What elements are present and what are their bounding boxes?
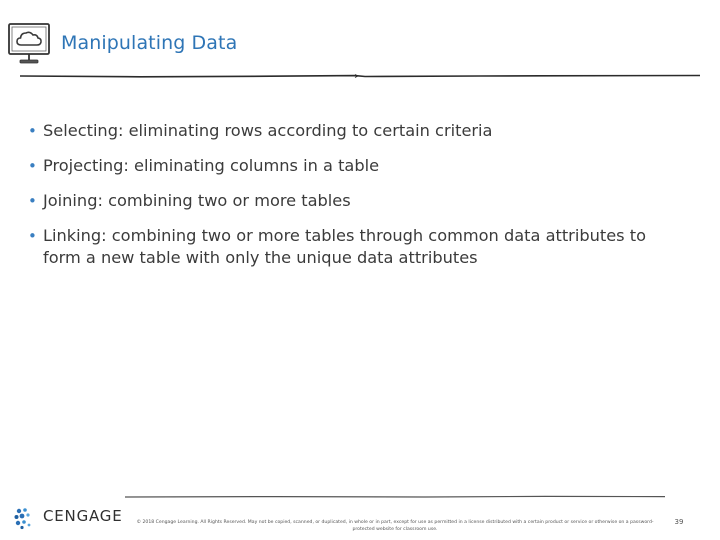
bullet-marker: • bbox=[28, 122, 37, 140]
bullet-item bbox=[28, 190, 688, 212]
bullet-marker: • bbox=[28, 192, 37, 210]
title-divider bbox=[20, 71, 700, 81]
bullet-item bbox=[28, 155, 688, 177]
bullet-text: Joining: combining two or more tables bbox=[43, 191, 351, 210]
cengage-dots-logo-icon bbox=[13, 506, 37, 530]
bullet-marker: • bbox=[28, 157, 37, 175]
bullet-text: Projecting: eliminating columns in a table bbox=[43, 156, 380, 175]
bullet-text: Linking: combining two or more tables through common data attributes to form a new table with only the unique data attributes bbox=[43, 226, 646, 267]
copyright-notice: © 2018 Cengage Learning. All Rights Reserved. May not be copied, scanned, or duplicated, in whole or in part, except for use as permitted in a license distributed with a certain product or service or otherwise on a password-protected website for classroom use. bbox=[136, 520, 654, 532]
bullet-item bbox=[28, 120, 688, 142]
page-number: 39 bbox=[674, 518, 684, 526]
bullet-marker: • bbox=[28, 227, 37, 245]
bullet-text: Selecting: eliminating rows according to certain criteria bbox=[43, 121, 493, 140]
cloud-monitor-icon bbox=[6, 20, 56, 70]
cengage-logo-text: CENGAGE bbox=[43, 507, 123, 525]
page-title: Manipulating Data bbox=[61, 32, 238, 54]
bullet-item bbox=[28, 225, 688, 269]
bullet-list bbox=[28, 120, 688, 282]
footer-divider bbox=[125, 492, 665, 502]
